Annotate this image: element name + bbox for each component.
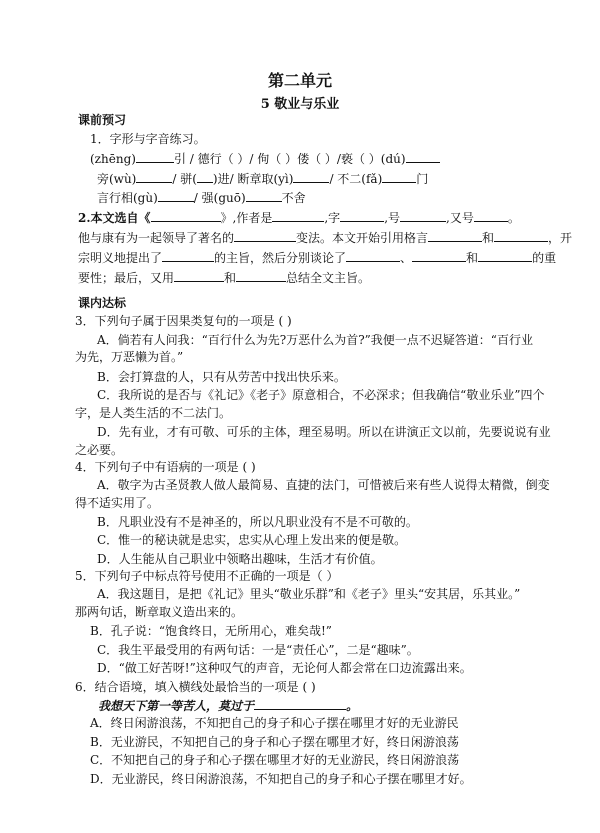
- q6-option-a[interactable]: A．终日闲游浪荡，不知把自己的身子和心子摆在哪里才好的无业游民: [90, 716, 459, 730]
- q4-option-d[interactable]: D．人生能从自己职业中领略出趣味，生活才有价值。: [97, 552, 383, 566]
- blank[interactable]: [174, 270, 224, 282]
- q2-line3: 宗明义地提出了 的主旨，然后分别谈论了 、 和 的重: [78, 251, 557, 265]
- q2-line2: 他与康有为一起领导了著名的 变法。本文开始引用格言 和 ，开: [78, 231, 573, 245]
- q2-line4: 要性；最后，又用 和 总结全文主旨。: [78, 271, 371, 285]
- blank[interactable]: [158, 190, 194, 202]
- blank[interactable]: [382, 171, 416, 183]
- q4-option-b[interactable]: B．凡职业没有不是神圣的，所以凡职业没有不是不可敬的。: [97, 515, 418, 529]
- q6-option-c[interactable]: C．不知把自己的身子和心子摆在哪里才好的无业游民，终日闲游浪荡: [90, 753, 460, 767]
- q3-option-d[interactable]: D．先有业，才有可敬、可乐的主体，理至易明。所以在讲演正文以前，先要说说有业: [97, 425, 551, 439]
- q1-row2: 旁(wù) / 骈( )进/ 断章取(yì) / 不二(fǎ) 门: [97, 172, 429, 186]
- blank[interactable]: [346, 250, 400, 262]
- blank[interactable]: [478, 250, 532, 262]
- blank[interactable]: [494, 230, 548, 242]
- blank[interactable]: [162, 250, 214, 262]
- q3-option-c[interactable]: C．我所说的是否与《礼记》《老子》原意相合，不必深求；但我确信“敬业乐业”四个: [97, 388, 545, 402]
- q6-option-b[interactable]: B．无业游民，不知把自己的身子和心子摆在哪里才好，终日闲游浪荡: [90, 735, 459, 749]
- q1-stem: 1．字形与字音练习。: [90, 132, 206, 146]
- q2-line1: 2.本文选自《 》,作者是 ,字 ,号 ,又号 。: [78, 211, 520, 225]
- q5-option-c[interactable]: C．我生平最受用的有两句话：一是“责任心”，二是“趣味”。: [97, 643, 419, 657]
- lesson-title: 5 敬业与乐业: [260, 97, 340, 112]
- q3-option-b[interactable]: B．会打算盘的人，只有从劳苦中找出快乐来。: [97, 370, 346, 384]
- q4-option-a-cont: 得不适实用了。: [75, 496, 160, 510]
- q5-option-a[interactable]: A．我这题目，是把《礼记》里头“敬业乐群”和《老子》里头“安其居，乐其业。”: [97, 587, 521, 601]
- q4-stem: 4．下列句子中有语病的一项是 ( ): [75, 460, 256, 474]
- q1-row1: (zhēng) 引 / 德行（ ）/ 佝（ ）偻（ ）/亵（ ）(dú): [90, 151, 440, 166]
- q6-context: 我想天下第一等苦人，莫过于 。: [98, 699, 359, 713]
- q4-option-c[interactable]: C．惟一的秘诀就是忠实，忠实从心理上发出来的便是敬。: [97, 533, 407, 547]
- q4-option-a[interactable]: A．敬字为古圣贤教人做人最简易、直捷的法门，可惜被后来有些人说得太精微，倒变: [97, 478, 550, 492]
- section-preview: 课前预习: [78, 113, 127, 127]
- blank[interactable]: [136, 151, 174, 163]
- q3-option-a-cont: 为先，万恶懒为首。”: [75, 350, 184, 364]
- q3-stem: 3．下列句子属于因果类复句的一项是 ( ): [75, 314, 292, 328]
- blank[interactable]: [236, 270, 286, 282]
- q3-option-a[interactable]: A．倘若有人问我：“百行什么为先?万恶什么为首?”我便一点不迟疑答道：“百行业: [97, 333, 533, 347]
- q3-option-c-cont: 字，是人类生活的不二法门。: [75, 406, 232, 420]
- q6-stem: 6．结合语境，填入横线处最恰当的一项是 ( ): [75, 680, 316, 694]
- q6-option-d[interactable]: D．无业游民，终日闲游浪荡，不知把自己的身子和心子摆在哪里才好。: [90, 772, 472, 786]
- q1-row3: 言行相(gù) / 强(guō) 不舍: [97, 191, 306, 205]
- unit-title: 第二单元: [267, 71, 332, 90]
- q5-stem: 5．下列句子中标点符号使用不正确的一项是（ ）: [75, 569, 339, 583]
- blank[interactable]: [406, 151, 440, 163]
- blank[interactable]: [246, 190, 282, 202]
- blank[interactable]: [234, 230, 296, 242]
- blank[interactable]: [428, 230, 482, 242]
- blank[interactable]: [136, 171, 172, 183]
- blank[interactable]: [293, 171, 329, 183]
- q5-option-a-cont: 那两句话，断章取义造出来的。: [75, 605, 244, 619]
- q3-option-d-cont: 之必要。: [75, 443, 124, 457]
- blank[interactable]: [272, 210, 324, 222]
- blank[interactable]: [197, 171, 213, 183]
- section-practice: 课内达标: [78, 296, 127, 310]
- blank[interactable]: [400, 210, 446, 222]
- q5-option-d[interactable]: D．“做工好苦呀!”这种叹气的声音，无论何人都会常在口边流露出来。: [97, 661, 472, 675]
- blank[interactable]: [254, 698, 346, 710]
- blank[interactable]: [340, 210, 384, 222]
- blank[interactable]: [474, 210, 508, 222]
- blank[interactable]: [151, 210, 221, 222]
- blank[interactable]: [412, 250, 466, 262]
- q5-option-b[interactable]: B．孔子说：“饱食终日，无所用心，难矣哉!”: [90, 624, 332, 638]
